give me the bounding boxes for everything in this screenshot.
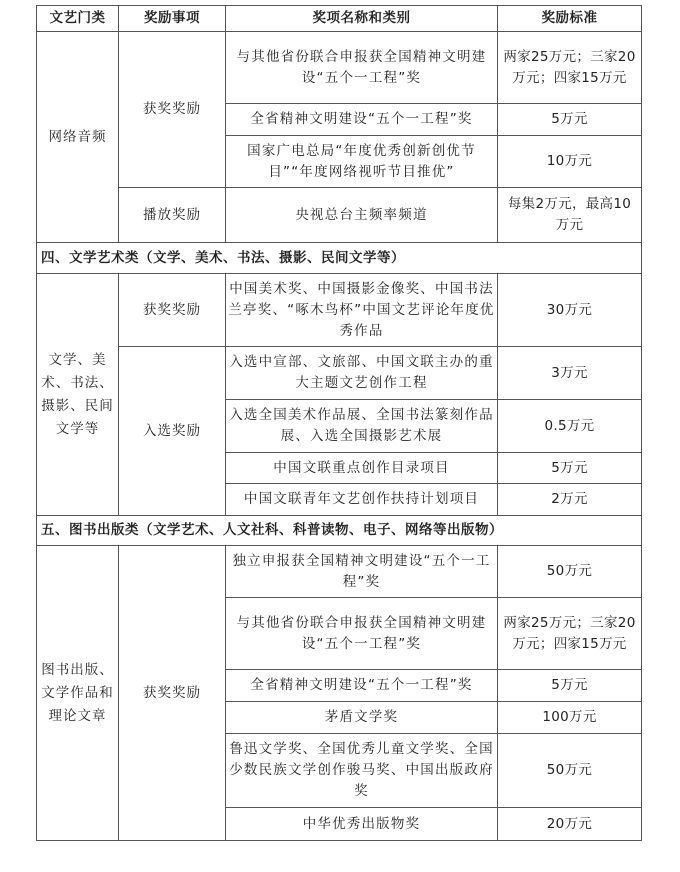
table-row <box>37 188 642 243</box>
standard-cell: 100万元 <box>498 702 642 734</box>
standard-cell: 50万元 <box>498 546 642 598</box>
standard-cell: 3万元 <box>498 347 642 400</box>
section-title: 五、图书出版类（文学艺术、人文社科、科普读物、电子、网络等出版物） <box>37 516 642 546</box>
standard-cell: 2万元 <box>498 484 642 516</box>
award-name-cell: 全省精神文明建设“五个一工程”奖 <box>226 104 498 136</box>
award-name-cell: 独立申报获全国精神文明建设“五个一工程”奖 <box>226 546 498 598</box>
item-cell: 获奖奖励 <box>119 32 226 188</box>
table-row <box>37 347 642 400</box>
header-standard: 奖励标准 <box>498 6 642 32</box>
item-cell: 获奖奖励 <box>119 274 226 347</box>
award-name-cell: 央视总台主频率频道 <box>226 188 498 243</box>
standard-cell: 两家25万元；三家20万元；四家15万元 <box>498 598 642 670</box>
document-page <box>36 5 642 841</box>
award-name-cell: 中国美术奖、中国摄影金像奖、中国书法兰亭奖、“啄木鸟杯”中国文艺评论年度优秀作品 <box>226 274 498 347</box>
item-cell: 获奖奖励 <box>119 546 226 841</box>
award-name-cell: 全省精神文明建设“五个一工程”奖 <box>226 670 498 702</box>
header-award-name: 奖项名称和类别 <box>226 6 498 32</box>
award-name-cell: 鲁迅文学奖、全国优秀儿童文学奖、全国少数民族文学创作骏马奖、中国出版政府奖 <box>226 734 498 808</box>
standard-cell: 5万元 <box>498 453 642 484</box>
standard-cell: 每集2万元，最高10万元 <box>498 188 642 243</box>
award-name-cell: 入选中宣部、文旅部、中国文联主办的重大主题文艺创作工程 <box>226 347 498 400</box>
award-name-cell: 国家广电总局“年度优秀创新创优节目”“年度网络视听节目推优” <box>226 136 498 188</box>
standard-cell: 20万元 <box>498 808 642 841</box>
item-cell: 播放奖励 <box>119 188 226 243</box>
award-name-cell: 茅盾文学奖 <box>226 702 498 734</box>
item-cell: 入选奖励 <box>119 347 226 516</box>
table-row <box>37 32 642 104</box>
standard-cell: 30万元 <box>498 274 642 347</box>
category-cell: 图书出版、文学作品和理论文章 <box>37 546 119 841</box>
standard-cell: 5万元 <box>498 104 642 136</box>
standard-cell: 50万元 <box>498 734 642 808</box>
category-cell: 文学、美术、书法、摄影、民间文学等 <box>37 274 119 516</box>
table-row <box>37 546 642 598</box>
award-name-cell: 中国文联重点创作目录项目 <box>226 453 498 484</box>
table-row <box>37 274 642 347</box>
award-standards-table <box>36 5 642 841</box>
award-name-cell: 与其他省份联合申报获全国精神文明建设“五个一工程”奖 <box>226 32 498 104</box>
standard-cell: 两家25万元；三家20万元；四家15万元 <box>498 32 642 104</box>
header-row <box>37 6 642 32</box>
award-name-cell: 与其他省份联合申报获全国精神文明建设“五个一工程”奖 <box>226 598 498 670</box>
section-row <box>37 243 642 274</box>
award-name-cell: 入选全国美术作品展、全国书法篆刻作品展、入选全国摄影艺术展 <box>226 400 498 453</box>
award-name-cell: 中华优秀出版物奖 <box>226 808 498 841</box>
section-title: 四、文学艺术类（文学、美术、书法、摄影、民间文学等） <box>37 243 642 274</box>
section-row <box>37 516 642 546</box>
standard-cell: 5万元 <box>498 670 642 702</box>
header-item: 奖励事项 <box>119 6 226 32</box>
category-cell: 网络音频 <box>37 32 119 243</box>
standard-cell: 10万元 <box>498 136 642 188</box>
award-name-cell: 中国文联青年文艺创作扶持计划项目 <box>226 484 498 516</box>
standard-cell: 0.5万元 <box>498 400 642 453</box>
header-category: 文艺门类 <box>37 6 119 32</box>
